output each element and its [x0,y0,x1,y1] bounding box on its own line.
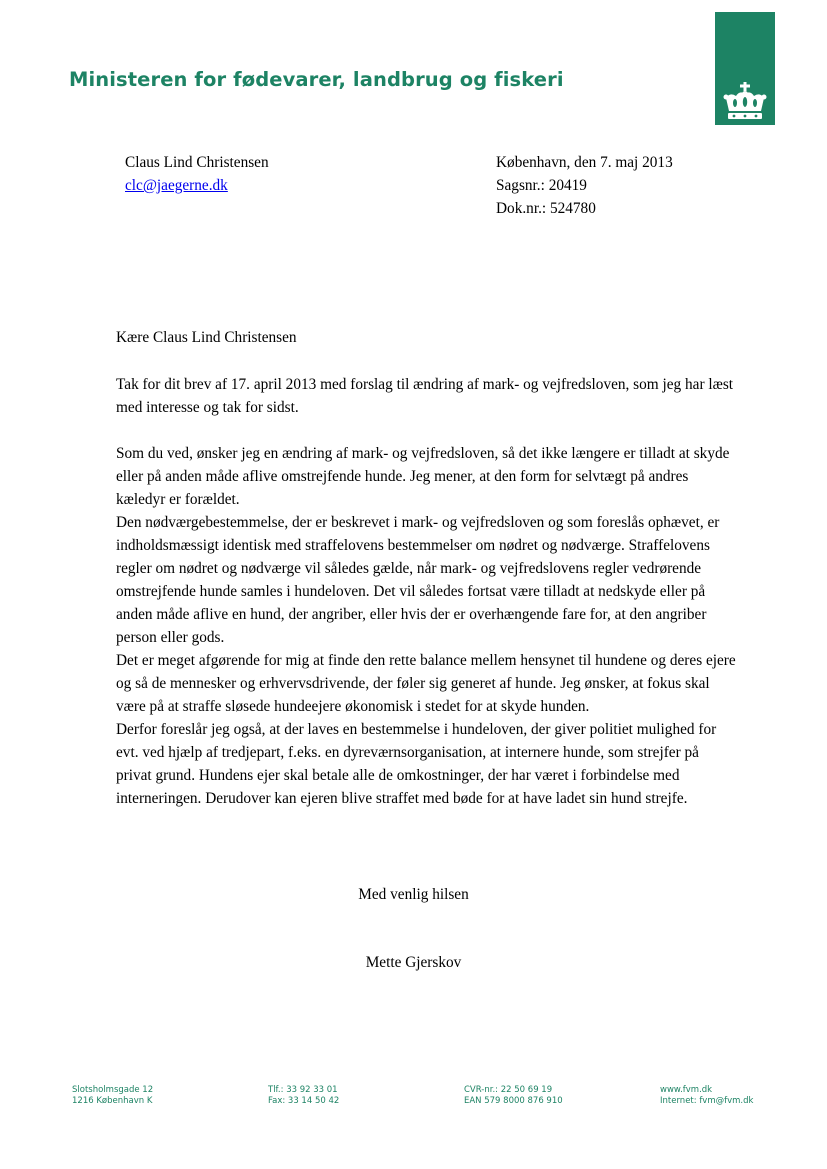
paragraph-1: Tak for dit brev af 17. april 2013 med forslag til ændring af mark- og vejfredsloven, som jeg har læst med interesse og tak for sidst. [116,376,734,416]
footer-fax-number: Fax: 33 14 50 42 [268,1096,340,1106]
footer-address-line1: Slotsholmsgade 12 [72,1085,154,1095]
ministry-name: Ministeren for fødevarer, landbrug og fiskeri [69,68,564,91]
paragraph-5: Derfor foreslår jeg også, at der laves en bestemmelse i hundeloven, der giver politiet mulighed for evt. ved hjælp af tredjepart, f.eks. en dyreværnsorganisation, at internere hunde, som strejfer på privat grund. Hundens ejer skal betale alle de omkostninger, der har været i forbindelse med interneringen. Derudover kan ejeren blive straffet med bøde for at have ladet sin hund strejfe. [116,721,717,807]
place-date: København, den 7. maj 2013 [496,154,673,171]
crown-icon [720,82,770,122]
footer-address-line2: 1216 København K [72,1096,153,1106]
paragraph-2: Som du ved, ønsker jeg en ændring af mark- og vejfredsloven, så det ikke længere er tilladt at skyde eller på anden måde aflive omstrejfende hunde. Jeg mener, at den form for selvtægt på andres kæledyr er forældet. [116,445,730,508]
paragraph-4: Det er meget afgørende for mig at finde den rette balance mellem hensynet til hundene og deres ejere og så de mennesker og erhvervsdrivende, der føler sig generet af hunde. Jeg ønsker, at fokus skal være på at straffe sløsede hundeejere økonomisk i stedet for at skyde hunden. [116,652,736,715]
footer-phone [268,1085,339,1107]
letter-body [116,373,736,810]
footer-web [660,1085,753,1107]
footer-address [72,1085,153,1107]
footer-phone-number: Tlf.: 33 92 33 01 [268,1085,338,1095]
case-number: Sagsnr.: 20419 [496,177,587,194]
recipient-block [125,151,269,197]
footer-website-link[interactable]: www.fvm.dk [660,1085,713,1095]
closing: Med venlig hilsen [358,886,469,903]
recipient-email-link[interactable]: clc@jaegerne.dk [125,177,228,194]
footer-registration [464,1085,563,1107]
footer-cvr: CVR-nr.: 22 50 69 19 [464,1085,553,1095]
footer-email-link[interactable]: Internet: fvm@fvm.dk [660,1096,754,1106]
paragraph-3: Den nødværgebestemmelse, der er beskrevet i mark- og vejfredsloven og som foreslås ophævet, er indholdsmæssigt identisk med straffelovens bestemmelser om nødret og nødværge. Straffelovens regler om nødret og nødværge vil således gælde, når mark- og vejfredslovens regler vedrørende omstrejfende hunde samles i hundeloven. Det vil således fortsat være tilladt at nedskyde eller på anden måde aflive en hund, der angriber, eller hvis der er overhængende fare for, at den angriber person eller gods. [116,514,720,646]
document-meta [496,151,673,220]
document-number: Dok.nr.: 524780 [496,200,596,217]
recipient-name: Claus Lind Christensen [125,154,269,171]
footer-ean: EAN 579 8000 876 910 [464,1096,563,1106]
signature: Mette Gjerskov [365,954,462,971]
salutation: Kære Claus Lind Christensen [116,329,297,346]
ministry-logo [715,12,775,125]
